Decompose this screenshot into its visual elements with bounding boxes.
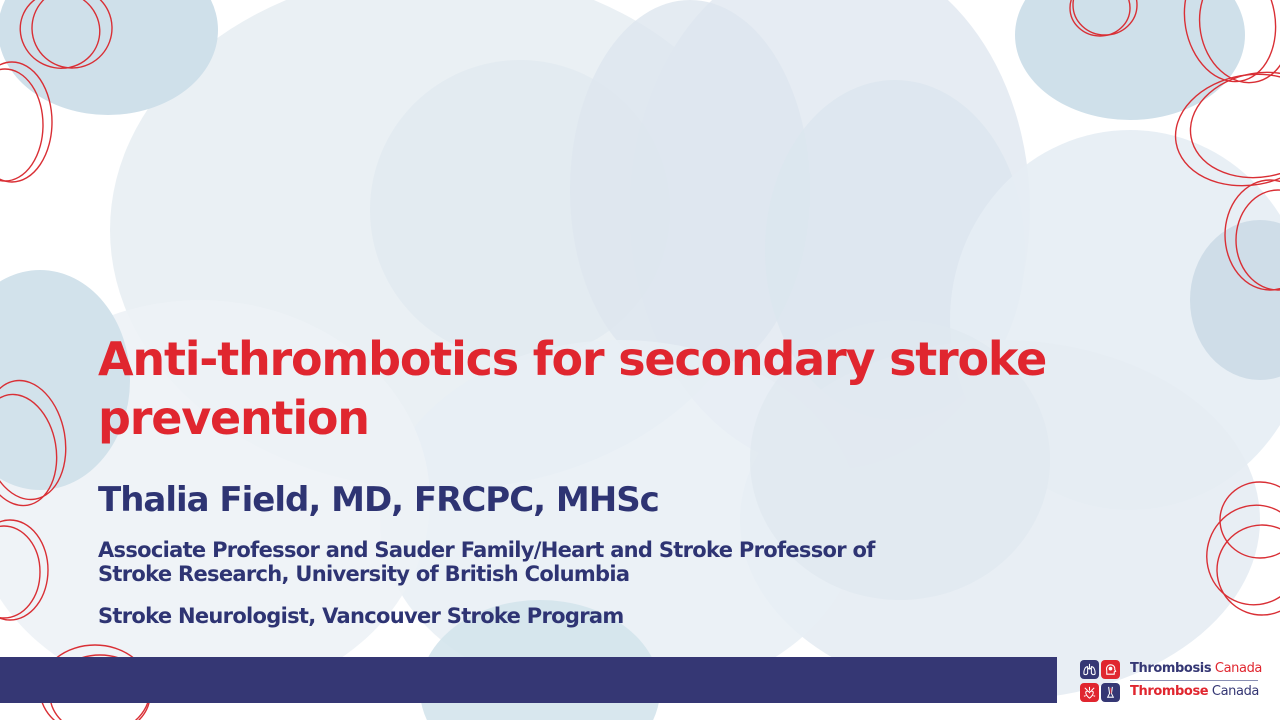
footer-bar <box>0 657 1057 703</box>
head-brain-icon <box>1101 660 1120 679</box>
logo-french-bold: Thrombose <box>1130 684 1209 699</box>
logo-icon-grid <box>1078 659 1120 703</box>
leg-vein-icon <box>1101 683 1120 702</box>
presenter-affiliation-2: Stroke Neurologist, Vancouver Stroke Program <box>98 604 624 628</box>
logo-english-light: Canada <box>1211 661 1262 676</box>
presenter-affiliation-1 <box>98 538 875 586</box>
affiliation-1-line-1: Associate Professor and Sauder Family/Heart and Stroke Professor of <box>98 538 875 562</box>
logo-french-light: Canada <box>1208 684 1260 699</box>
slide-title-line-1: Anti-thrombotics for secondary stroke <box>98 332 1047 386</box>
slide-title-line-2: prevention <box>98 391 369 445</box>
logo-divider <box>1130 680 1258 681</box>
heart-vessels-icon <box>1080 683 1099 702</box>
affiliation-1-line-2: Stroke Research, University of British Columbia <box>98 562 630 586</box>
logo-text-english <box>1130 661 1262 677</box>
lungs-icon <box>1080 660 1099 679</box>
logo-text-french <box>1130 684 1259 700</box>
presenter-name: Thalia Field, MD, FRCPC, MHSc <box>98 480 659 520</box>
thrombosis-canada-logo <box>1078 659 1268 703</box>
logo-english-bold: Thrombosis <box>1130 661 1212 676</box>
slide-title <box>98 330 1158 448</box>
